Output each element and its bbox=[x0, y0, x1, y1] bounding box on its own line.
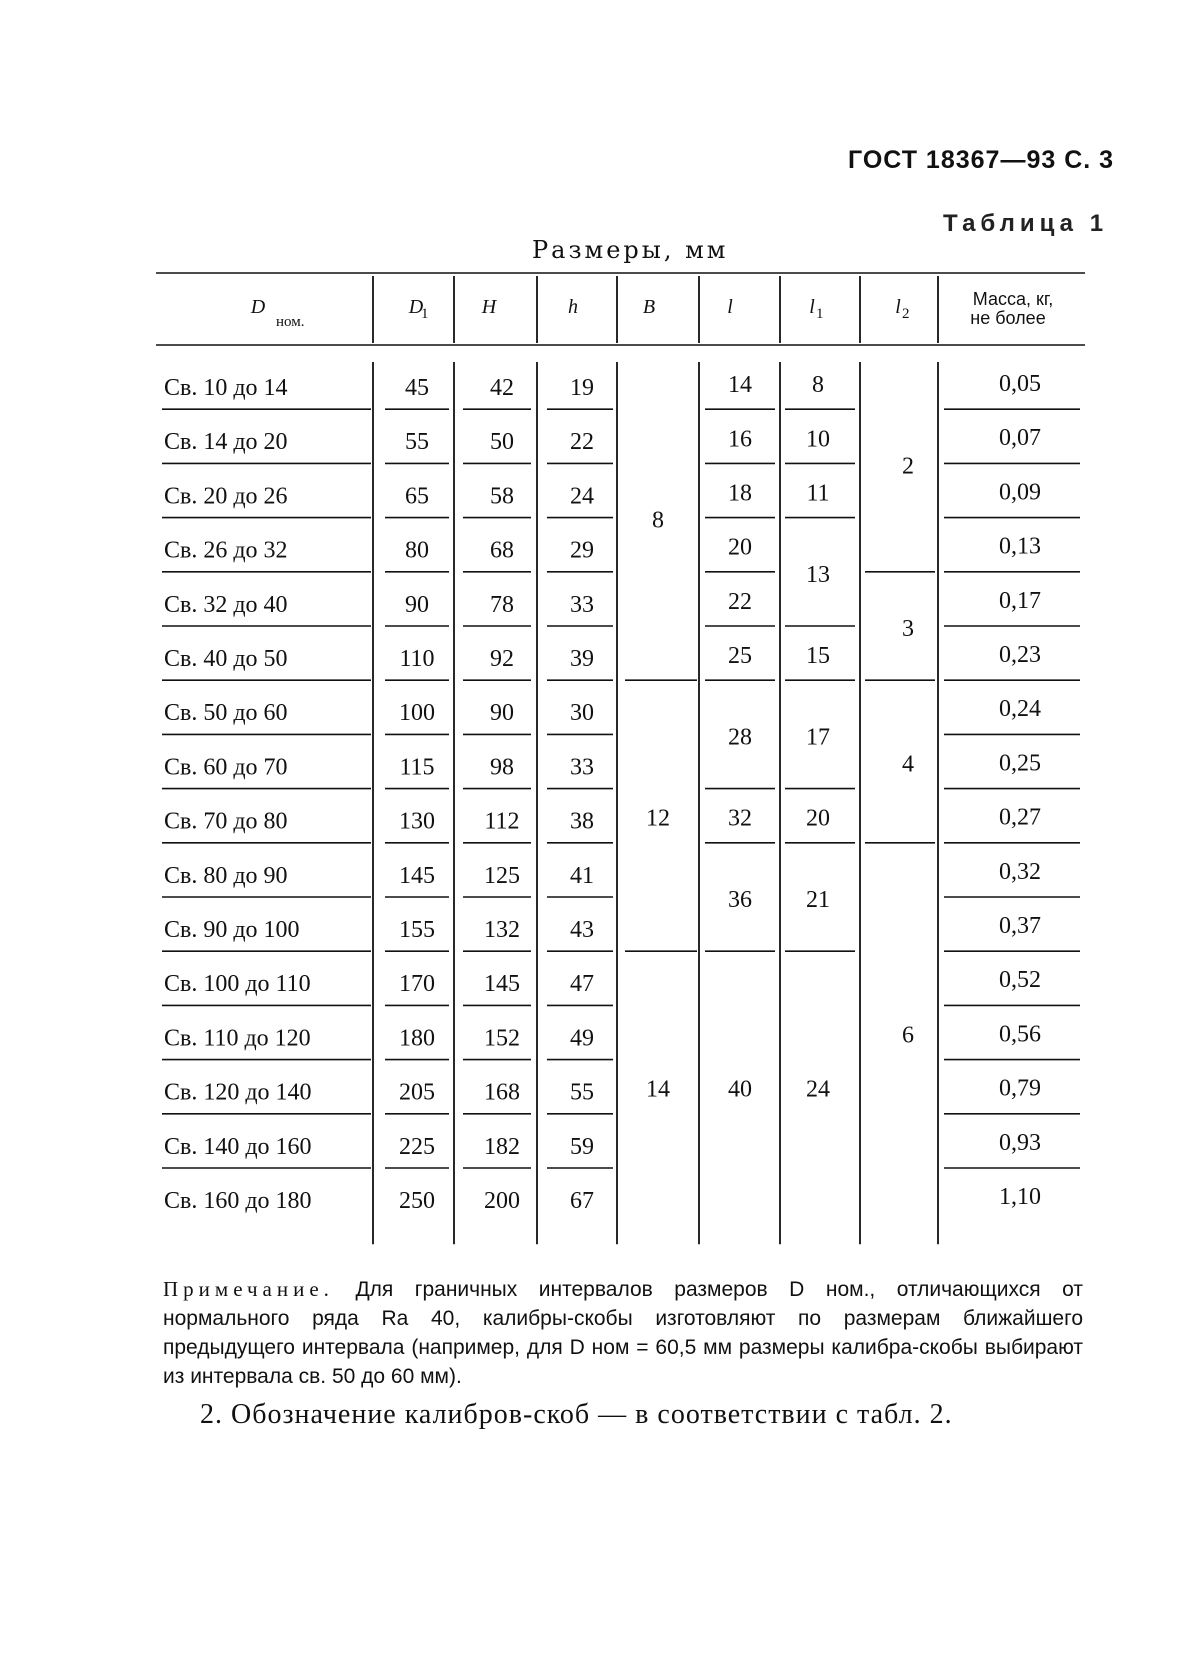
svg-text:2: 2 bbox=[902, 306, 910, 322]
col-l1-group-value: 8 bbox=[812, 372, 824, 399]
cell-d-nom: Св. 90 до 100 bbox=[164, 917, 300, 943]
col-l-group bbox=[705, 372, 775, 1103]
table-row bbox=[162, 1021, 1080, 1059]
cell-mass: 0,27 bbox=[999, 804, 1041, 831]
table-row bbox=[162, 805, 1080, 843]
col-l2-group bbox=[865, 453, 935, 1048]
col-l2-group-value: 4 bbox=[902, 751, 914, 778]
svg-text:D: D bbox=[408, 296, 424, 318]
svg-text:1: 1 bbox=[816, 306, 824, 322]
cell-h-big: 68 bbox=[490, 537, 514, 564]
col-l-group-value: 32 bbox=[728, 805, 752, 832]
col-header-l2 bbox=[895, 296, 909, 322]
cell-h-big: 200 bbox=[484, 1188, 520, 1214]
svg-text:l: l bbox=[727, 296, 733, 318]
col-l1-group-value: 17 bbox=[806, 724, 830, 751]
svg-text:не более: не более bbox=[970, 308, 1046, 328]
cell-mass: 0,09 bbox=[999, 479, 1041, 506]
cell-h-small: 29 bbox=[570, 537, 594, 564]
svg-text:h: h bbox=[568, 296, 578, 318]
cell-d1: 170 bbox=[399, 971, 435, 998]
cell-h-small: 55 bbox=[570, 1079, 594, 1106]
cell-mass: 0,37 bbox=[999, 913, 1041, 939]
col-b-group-value: 12 bbox=[646, 805, 670, 832]
cell-d1: 110 bbox=[399, 646, 435, 672]
col-l-group-value: 20 bbox=[728, 534, 752, 561]
cell-h-small: 22 bbox=[570, 429, 594, 456]
cell-d-nom: Св. 20 до 26 bbox=[164, 483, 288, 510]
cell-h-small: 33 bbox=[570, 591, 594, 618]
col-l1-group-value: 24 bbox=[806, 1076, 830, 1103]
cell-h-small: 49 bbox=[570, 1025, 594, 1052]
cell-mass: 0,07 bbox=[999, 425, 1041, 452]
cell-mass: 0,56 bbox=[999, 1021, 1041, 1048]
cell-mass: 0,17 bbox=[999, 587, 1041, 614]
cell-h-small: 19 bbox=[570, 375, 594, 401]
svg-text:H: H bbox=[481, 296, 497, 318]
col-l-group-value: 28 bbox=[728, 724, 752, 751]
col-header-h-small bbox=[568, 296, 578, 318]
svg-text:ном.: ном. bbox=[276, 314, 305, 330]
col-b-group bbox=[625, 508, 697, 1103]
table-row bbox=[162, 750, 1080, 788]
cell-h-small: 41 bbox=[570, 862, 594, 889]
table-header bbox=[156, 273, 1085, 345]
table-row bbox=[164, 1184, 1041, 1214]
cell-d1: 225 bbox=[399, 1133, 435, 1160]
cell-mass: 0,79 bbox=[999, 1075, 1041, 1102]
col-l1-group-value: 13 bbox=[806, 561, 830, 588]
cell-h-small: 47 bbox=[570, 971, 594, 998]
col-l2-group-value: 3 bbox=[902, 616, 914, 642]
svg-text:l: l bbox=[895, 296, 901, 318]
col-l-group-value: 25 bbox=[728, 643, 752, 670]
col-l1-group-value: 20 bbox=[806, 805, 830, 832]
table-row bbox=[162, 859, 1080, 897]
cell-h-big: 58 bbox=[490, 483, 514, 510]
cell-h-big: 182 bbox=[484, 1133, 520, 1160]
note-text: Для граничных интервалов размеров D ном., отличающихся от нормального ряда Ra 40, калибры-скобы изготовляют по размерам ближайшего предыдущего интервала (например, для D ном = 60,5 мм размеры калибра-скобы выбирают из интервала св. 50 до 60 мм). bbox=[163, 1278, 1083, 1388]
col-header-b bbox=[643, 296, 655, 318]
col-header-h-big bbox=[481, 296, 498, 318]
cell-d-nom: Св. 70 до 80 bbox=[164, 808, 288, 835]
cell-h-big: 125 bbox=[484, 862, 520, 889]
col-l2-group-value: 2 bbox=[902, 453, 914, 480]
col-b-group-value: 8 bbox=[652, 507, 664, 534]
cell-h-small: 59 bbox=[570, 1133, 594, 1160]
col-l-group-value: 16 bbox=[728, 426, 752, 453]
cell-h-big: 98 bbox=[490, 754, 514, 781]
table-note bbox=[163, 1275, 1083, 1391]
table-row bbox=[162, 371, 1080, 409]
cell-d-nom: Св. 110 до 120 bbox=[164, 1025, 311, 1052]
col-l1-group-value: 10 bbox=[806, 426, 830, 453]
svg-text:B: B bbox=[642, 296, 656, 318]
cell-h-small: 30 bbox=[570, 700, 594, 727]
col-header-d-nom bbox=[250, 296, 305, 330]
cell-h-big: 50 bbox=[490, 429, 514, 456]
cell-mass: 1,10 bbox=[999, 1184, 1041, 1210]
cell-mass: 0,93 bbox=[999, 1129, 1041, 1156]
cell-d-nom: Св. 26 до 32 bbox=[164, 537, 288, 564]
cell-d1: 115 bbox=[399, 754, 435, 781]
table-row bbox=[162, 588, 1080, 626]
table-row bbox=[162, 425, 1080, 463]
svg-text:1: 1 bbox=[421, 306, 429, 322]
cell-d1: 100 bbox=[399, 700, 435, 727]
table-row bbox=[162, 534, 1080, 572]
cell-d1: 80 bbox=[405, 537, 429, 564]
table-row bbox=[162, 1130, 1080, 1168]
cell-d1: 205 bbox=[399, 1079, 435, 1106]
table-row bbox=[162, 1076, 1080, 1114]
cell-h-big: 145 bbox=[484, 971, 520, 998]
cell-h-small: 33 bbox=[570, 754, 594, 781]
cell-d-nom: Св. 120 до 140 bbox=[164, 1079, 312, 1106]
cell-mass: 0,13 bbox=[999, 533, 1041, 560]
cell-mass: 0,25 bbox=[999, 750, 1041, 777]
cell-d1: 65 bbox=[405, 483, 429, 510]
cell-d1: 180 bbox=[399, 1025, 435, 1052]
cell-d-nom: Св. 140 до 160 bbox=[164, 1133, 312, 1160]
clause-2: 2. Обозначение калибров-скоб — в соответствии с табл. 2. bbox=[200, 1399, 953, 1430]
table-row bbox=[162, 642, 1080, 680]
cell-d1: 155 bbox=[399, 917, 435, 943]
cell-d-nom: Св. 10 до 14 bbox=[164, 375, 288, 401]
cell-h-big: 92 bbox=[490, 646, 514, 672]
cell-d-nom: Св. 14 до 20 bbox=[164, 429, 288, 456]
cell-h-small: 43 bbox=[570, 917, 594, 943]
col-l1-group-value: 21 bbox=[806, 887, 830, 913]
cell-h-small: 39 bbox=[570, 646, 594, 672]
cell-h-big: 152 bbox=[484, 1025, 520, 1052]
cell-h-big: 78 bbox=[490, 591, 514, 618]
table-body bbox=[162, 362, 1080, 1244]
page-header: ГОСТ 18367—93 С. 3 bbox=[848, 146, 1115, 174]
cell-d1: 145 bbox=[399, 862, 435, 889]
table-row bbox=[162, 696, 1080, 734]
col-l1-group-value: 11 bbox=[806, 480, 830, 507]
cell-d1: 130 bbox=[399, 808, 435, 835]
cell-d-nom: Св. 32 до 40 bbox=[164, 591, 288, 618]
col-l-group-value: 14 bbox=[728, 372, 752, 399]
cell-mass: 0,23 bbox=[999, 642, 1041, 668]
col-l-group-value: 22 bbox=[728, 588, 752, 615]
table-label: Таблица 1 bbox=[943, 210, 1109, 237]
cell-d1: 250 bbox=[399, 1188, 435, 1214]
col-header-mass bbox=[970, 289, 1053, 328]
cell-h-big: 90 bbox=[490, 700, 514, 727]
col-l1-group-value: 15 bbox=[806, 643, 830, 670]
cell-h-big: 168 bbox=[484, 1079, 520, 1106]
cell-mass: 0,32 bbox=[999, 858, 1041, 885]
cell-d1: 90 bbox=[405, 591, 429, 618]
cell-h-big: 112 bbox=[484, 808, 520, 835]
note-label: Примечание. bbox=[163, 1277, 334, 1301]
cell-d-nom: Св. 60 до 70 bbox=[164, 754, 288, 781]
table-row bbox=[162, 913, 1080, 951]
cell-d-nom: Св. 80 до 90 bbox=[164, 862, 288, 889]
col-header-l1 bbox=[809, 296, 823, 322]
col-l-group-value: 40 bbox=[728, 1076, 752, 1103]
col-b-group-value: 14 bbox=[646, 1076, 670, 1103]
svg-text:l: l bbox=[809, 296, 815, 318]
cell-mass: 0,05 bbox=[999, 371, 1041, 397]
cell-h-big: 42 bbox=[490, 375, 514, 401]
cell-h-big: 132 bbox=[484, 917, 520, 943]
cell-h-small: 24 bbox=[570, 483, 594, 510]
cell-d-nom: Св. 50 до 60 bbox=[164, 700, 288, 727]
table-row bbox=[162, 967, 1080, 1005]
cell-h-small: 67 bbox=[570, 1188, 594, 1214]
svg-text:Масса, кг,: Масса, кг, bbox=[972, 289, 1054, 309]
cell-d-nom: Св. 100 до 110 bbox=[164, 971, 311, 998]
col-header-d1 bbox=[408, 296, 429, 322]
cell-h-small: 38 bbox=[570, 808, 594, 835]
col-l2-group-value: 6 bbox=[902, 1022, 914, 1049]
col-header-l bbox=[727, 296, 733, 318]
cell-d1: 45 bbox=[405, 375, 429, 401]
units-label: Размеры, мм bbox=[532, 236, 729, 264]
cell-d-nom: Св. 160 до 180 bbox=[164, 1188, 312, 1214]
col-l-group-value: 36 bbox=[728, 887, 752, 913]
cell-d-nom: Св. 40 до 50 bbox=[164, 646, 288, 672]
cell-d1: 55 bbox=[405, 429, 429, 456]
cell-mass: 0,24 bbox=[999, 696, 1041, 723]
cell-mass: 0,52 bbox=[999, 967, 1041, 994]
table-row bbox=[162, 479, 1080, 517]
svg-text:D: D bbox=[250, 296, 266, 318]
col-l1-group bbox=[785, 372, 855, 1103]
col-l-group-value: 18 bbox=[728, 480, 752, 507]
